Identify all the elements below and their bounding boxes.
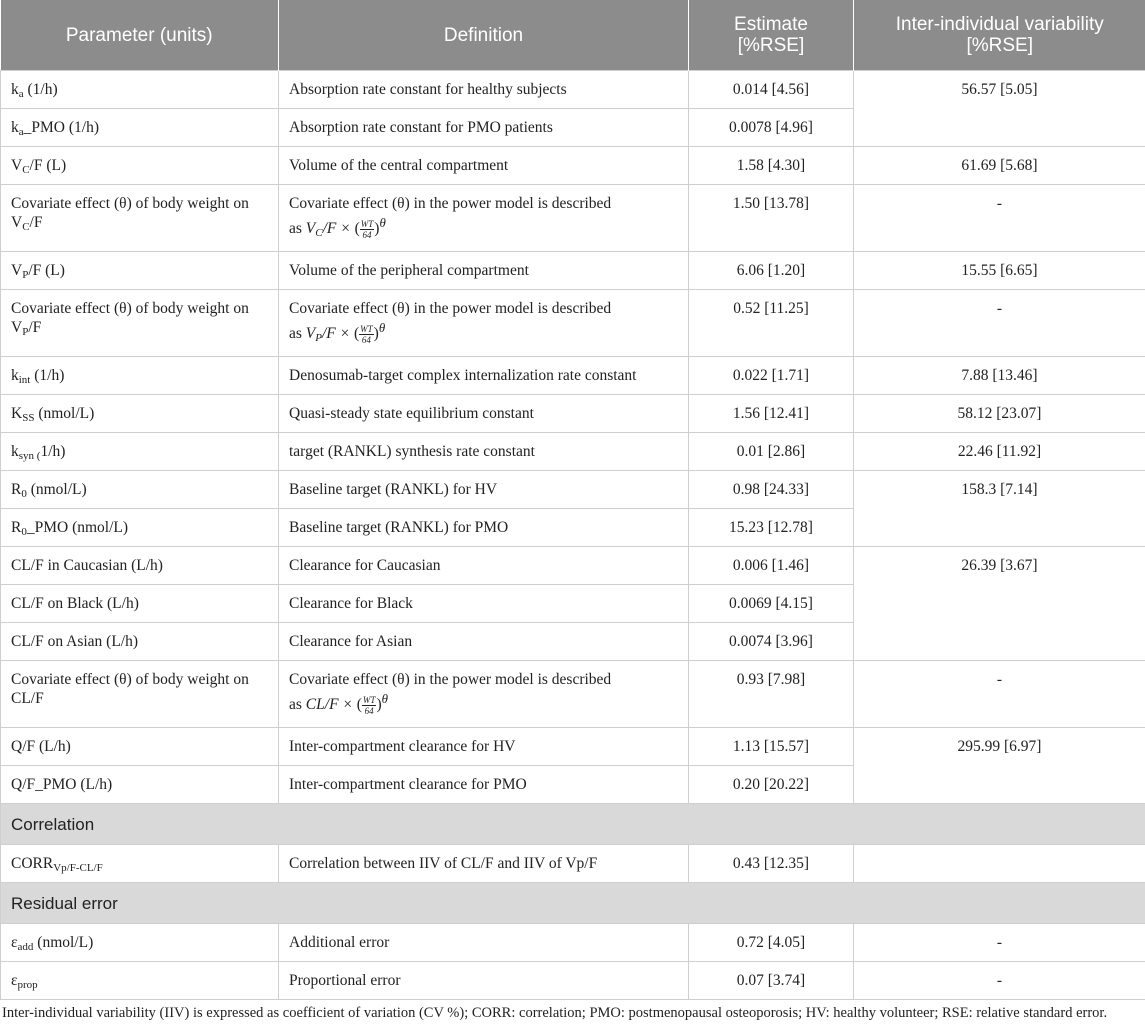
table-row <box>1 962 1145 1000</box>
definition-cell: Clearance for Black <box>279 585 689 623</box>
param-cell: $k_a\_PMO$ (1/h) <box>1 109 279 147</box>
iiv-cell: - <box>854 924 1145 962</box>
fraction: $\frac{WT}{64}$ <box>359 324 374 345</box>
table-row <box>1 924 1145 962</box>
estimate-cell: 15.23 [12.78] <box>689 509 854 547</box>
estimate-cell: 0.93 [7.98] <box>689 661 854 728</box>
param-cell: CL/F in Caucasian (L/h) <box>1 547 279 585</box>
estimate-cell: 0.006 [1.46] <box>689 547 854 585</box>
param-cell: Covariate effect (θ) of body weight on $V_C/F$ <box>1 185 279 252</box>
definition-cell: Volume of the peripheral compartment <box>279 252 689 290</box>
param-cell: $V_C/F$ (L) <box>1 147 279 185</box>
param-cell: $R_0\_PMO$ (nmol/L) <box>1 509 279 547</box>
param-cell: CL/F on Asian (L/h) <box>1 623 279 661</box>
estimate-cell: 1.56 [12.41] <box>689 395 854 433</box>
definition-cell: target (RANKL) synthesis rate constant <box>279 433 689 471</box>
table-footnote: Inter-individual variability (IIV) is expressed as coefficient of variation (CV %); CORR: correlation; PMO: postmenopausal osteoporosis; HV: healthy volunteer; RSE: relative standard error. <box>0 1000 1145 1026</box>
header-estimate: Estimate [%RSE] <box>689 0 854 71</box>
estimate-cell: 0.20 [20.22] <box>689 766 854 804</box>
param-cell: $\varepsilon_{prop}$ <box>1 962 279 1000</box>
param-cell: $k_{syn (}1/h$) <box>1 433 279 471</box>
estimate-cell: 0.01 [2.86] <box>689 433 854 471</box>
iiv-cell: - <box>854 661 1145 728</box>
param-cell: $k_a$ (1/h) <box>1 71 279 109</box>
table-row <box>1 147 1145 185</box>
definition-cell: Absorption rate constant for healthy subjects <box>279 71 689 109</box>
iiv-cell: - <box>854 185 1145 252</box>
iiv-cell: 22.46 [11.92] <box>854 433 1145 471</box>
param-cell: Q/F_PMO (L/h) <box>1 766 279 804</box>
estimate-cell: 0.98 [24.33] <box>689 471 854 509</box>
table-row <box>1 547 1145 585</box>
header-definition: Definition <box>279 0 689 71</box>
definition-cell: Absorption rate constant for PMO patients <box>279 109 689 147</box>
definition-cell: Denosumab-target complex internalization rate constant <box>279 357 689 395</box>
definition-cell: Covariate effect (θ) in the power model is described as $V_P/F$ × ( $\frac{WT}{64}$ )$^\theta$ <box>279 290 689 357</box>
table-row <box>1 252 1145 290</box>
table-row <box>1 728 1145 766</box>
table-row <box>1 395 1145 433</box>
iiv-cell: 295.99 [6.97] <box>854 728 1145 804</box>
estimate-cell: 0.0069 [4.15] <box>689 585 854 623</box>
header-parameter: Parameter (units) <box>1 0 279 71</box>
estimate-cell: 0.022 [1.71] <box>689 357 854 395</box>
iiv-cell: 15.55 [6.65] <box>854 252 1145 290</box>
fraction: $\frac{WT}{64}$ <box>360 219 375 240</box>
table-row <box>1 471 1145 509</box>
table-row <box>1 185 1145 252</box>
section-row-residual <box>1 883 1145 924</box>
estimate-cell: 0.07 [3.74] <box>689 962 854 1000</box>
iiv-cell: 58.12 [23.07] <box>854 395 1145 433</box>
estimate-cell: 0.0078 [4.96] <box>689 109 854 147</box>
iiv-cell: 7.88 [13.46] <box>854 357 1145 395</box>
estimate-cell: 0.43 [12.35] <box>689 845 854 883</box>
header-iiv: Inter-individual variability [%RSE] <box>854 0 1145 71</box>
definition-cell: Inter-compartment clearance for HV <box>279 728 689 766</box>
header-row <box>1 0 1145 71</box>
table-row <box>1 290 1145 357</box>
iiv-cell: 56.57 [5.05] <box>854 71 1145 147</box>
param-cell: $V_P/F$ (L) <box>1 252 279 290</box>
param-cell: Covariate effect (θ) of body weight on CL/F <box>1 661 279 728</box>
definition-cell: Baseline target (RANKL) for PMO <box>279 509 689 547</box>
estimate-cell: 0.014 [4.56] <box>689 71 854 109</box>
section-label: Correlation <box>1 804 1145 845</box>
table-row <box>1 71 1145 109</box>
iiv-cell: - <box>854 962 1145 1000</box>
estimate-cell: 1.13 [15.57] <box>689 728 854 766</box>
param-cell: $R_0$ (nmol/L) <box>1 471 279 509</box>
param-cell: Q/F (L/h) <box>1 728 279 766</box>
estimate-cell: 0.0074 [3.96] <box>689 623 854 661</box>
table-row <box>1 433 1145 471</box>
section-label: Residual error <box>1 883 1145 924</box>
iiv-cell <box>854 845 1145 883</box>
estimate-cell: 1.50 [13.78] <box>689 185 854 252</box>
definition-cell: Baseline target (RANKL) for HV <box>279 471 689 509</box>
table-row <box>1 357 1145 395</box>
iiv-cell: - <box>854 290 1145 357</box>
definition-cell: Covariate effect (θ) in the power model is described as $V_C/F$ × ( $\frac{WT}{64}$ )$^\theta$ <box>279 185 689 252</box>
param-cell: CL/F on Black (L/h) <box>1 585 279 623</box>
iiv-cell: 158.3 [7.14] <box>854 471 1145 547</box>
definition-cell: Proportional error <box>279 962 689 1000</box>
definition-cell: Clearance for Caucasian <box>279 547 689 585</box>
definition-cell: Quasi-steady state equilibrium constant <box>279 395 689 433</box>
definition-cell: Inter-compartment clearance for PMO <box>279 766 689 804</box>
param-cell: $CORR_{Vp/F-CL/F}$ <box>1 845 279 883</box>
definition-cell: Covariate effect (θ) in the power model is described as CL/F × ( $\frac{WT}{64}$ )$^\theta$ <box>279 661 689 728</box>
estimate-cell: 1.58 [4.30] <box>689 147 854 185</box>
definition-cell: Additional error <box>279 924 689 962</box>
param-cell: $K_{SS}$ (nmol/L) <box>1 395 279 433</box>
fraction: $\frac{WT}{64}$ <box>362 695 377 716</box>
estimate-cell: 0.52 [11.25] <box>689 290 854 357</box>
estimate-cell: 6.06 [1.20] <box>689 252 854 290</box>
definition-cell: Correlation between IIV of CL/F and IIV of Vp/F <box>279 845 689 883</box>
table-row <box>1 845 1145 883</box>
section-row-correlation <box>1 804 1145 845</box>
estimate-cell: 0.72 [4.05] <box>689 924 854 962</box>
param-cell: $k_{int}$ (1/h) <box>1 357 279 395</box>
table-row <box>1 661 1145 728</box>
definition-cell: Clearance for Asian <box>279 623 689 661</box>
param-cell: Covariate effect (θ) of body weight on $V_P/F$ <box>1 290 279 357</box>
definition-cell: Volume of the central compartment <box>279 147 689 185</box>
iiv-cell: 26.39 [3.67] <box>854 547 1145 661</box>
iiv-cell: 61.69 [5.68] <box>854 147 1145 185</box>
param-cell: $\varepsilon_{add}$ (nmol/L) <box>1 924 279 962</box>
